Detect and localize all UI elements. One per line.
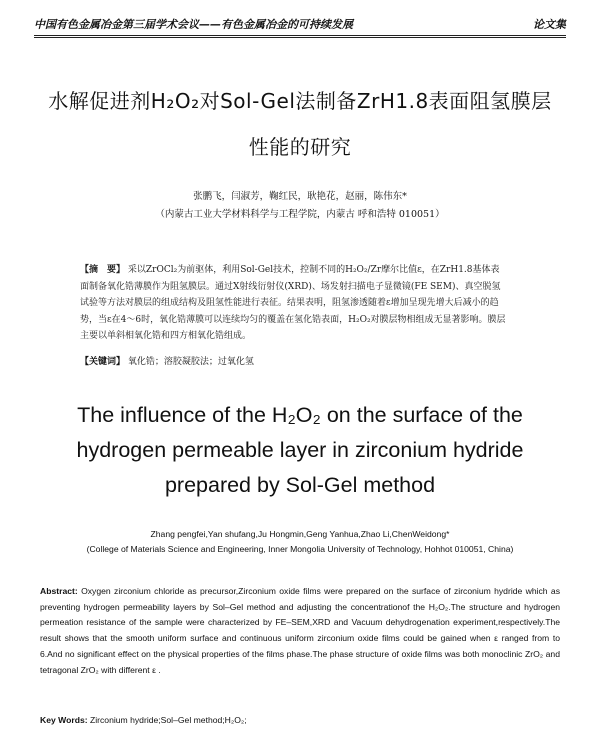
- english-keywords-text: Zirconium hydride;Sol–Gel method;H₂O₂;: [89, 715, 247, 725]
- chinese-authors: 张鹏飞，闫淑芳，鞠红民，耿艳花，赵丽，陈伟东*: [193, 191, 407, 202]
- header-section-label: 论文集: [533, 18, 566, 31]
- english-keywords: [40, 713, 560, 727]
- chinese-title-line-1: 水解促进剂H₂O₂对Sol-Gel法制备ZrH1.8表面阻氢膜层: [48, 89, 552, 113]
- english-authors: Zhang pengfei,Yan shufang,Ju Hongmin,Geng Yanhua,Zhao Li,ChenWeidong*: [150, 529, 450, 539]
- chinese-keywords-label: 【关键词】: [80, 357, 126, 367]
- running-header: [34, 10, 566, 38]
- english-abstract-label: Abstract:: [40, 586, 78, 596]
- english-title-line-2: hydrogen permeable layer in zirconium hydride: [76, 438, 524, 462]
- english-title: [20, 398, 580, 503]
- chinese-affiliation: （内蒙古工业大学材料科学与工程学院，内蒙古 呼和浩特 010051）: [155, 209, 445, 220]
- header-conference-title: 中国有色金属冶金第三届学术会议——有色金属冶金的可持续发展: [34, 18, 353, 31]
- english-title-line-1: The influence of the H₂O₂ on the surface of the: [77, 403, 523, 427]
- chinese-keywords-text: 氧化锆；溶胶凝胶法；过氧化氢: [127, 357, 254, 367]
- english-keywords-label: Key Words:: [40, 715, 88, 725]
- chinese-abstract-label: 【摘 要】: [80, 265, 126, 275]
- chinese-title-line-2: 性能的研究: [248, 135, 352, 159]
- chinese-keywords: [80, 355, 508, 369]
- english-abstract: [40, 584, 560, 678]
- chinese-abstract-text: 采以ZrOCl₂为前驱体，利用Sol-Gel技术，控制不同的H₂O₂/Zr摩尔比值ε，在ZrH1.8基体表面制备氧化锆薄膜作为阻氢膜层。通过X射线衍射仪(XRD)、场发射扫描电子显微镜(FE SEM)、真空脱氢试验等方法对膜层的组成结构及阻氢性能进行表征。结果表明，阻氢渗透随着ε增加呈现先增大后减小的趋势，当ε在4～6时，氧化锆薄膜可以连续均匀的覆盖在氢化锆表面，H₂O₂对膜层物相组成无显著影响。膜层主要以单斜相氧化锆和四方相氧化锆组成。: [80, 265, 506, 341]
- chinese-abstract: [80, 262, 508, 345]
- english-abstract-text: Oxygen zirconium chloride as precursor,Zirconium oxide films were prepared on the surface of zirconium hydride which as preventing hydrogen permeability layers by Sol–Gel method and adjusting the concentrationof the H₂O₂.The structure and hydrogen permeation resistance of the sample were characterized by FE–SEM,XRD and Vacuum dehydrogenation experiment,respectively.The result shows that the smooth uniform surface and continuous uniform zirconium oxide films could be gained when ε ranged from to 6.And no significant effect on the physical properties of the films phase.The phase structure of oxide films was both monoclinic ZrO₂ and tetragonal ZrO₂ with different ε .: [40, 586, 560, 675]
- english-affiliation: (College of Materials Science and Engineering, Inner Mongolia University of Technology, Hohhot 010051, China): [86, 544, 514, 554]
- english-title-line-3: prepared by Sol-Gel method: [164, 473, 436, 497]
